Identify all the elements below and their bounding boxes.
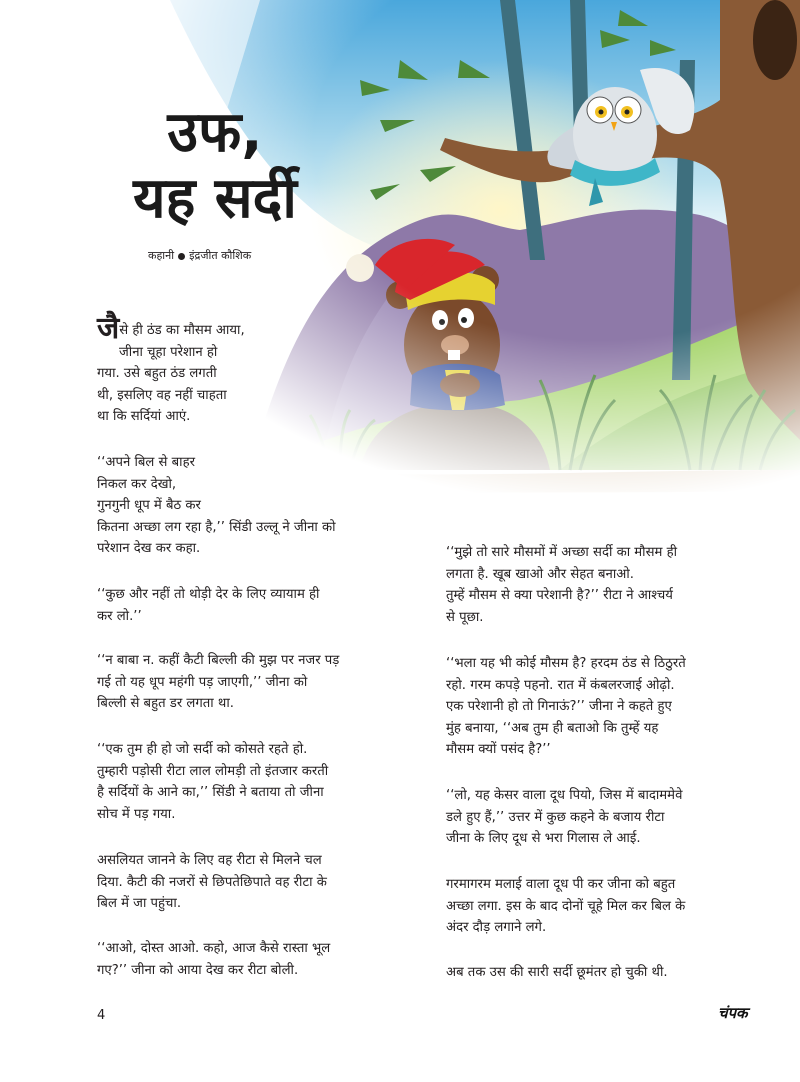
paragraph [97,584,319,627]
paragraph-line: दिया. कैटी की नजरों से छिपतेछिपाते वह रीटा के [97,874,327,890]
paragraph-line: ‘‘लो, यह केसर वाला दूध पियो, जिस में बादाममेवे [446,788,683,803]
paragraph-line: ‘‘एक तुम ही हो जो सर्दी को कोसते रहते हो. [97,742,308,757]
paragraph-line: कितना अच्छा लग रहा है,’’ सिंडी उल्लू ने जीना को [97,519,336,535]
paragraph-line: कर लो.’’ [97,608,142,624]
bullet-icon [178,253,185,260]
byline [148,248,251,263]
paragraph-line: अच्छा लगा. इस के बाद दोनों चूहे मिल कर बिल के [446,898,686,914]
paragraph [446,542,677,628]
paragraph-line: जीना चूहा परेशान हो [119,344,218,360]
paragraph-line: ‘‘भला यह भी कोई मौसम है? हरदम ठंड से ठिठुरते [446,656,686,671]
paragraph-line: अंदर दौड़ लगाने लगे. [446,920,547,936]
paragraph-line: एक परेशानी हो तो गिनाऊं?’’ जीना ने कहते हुए [446,699,672,715]
paragraph-line: निकल कर देखो, [97,476,177,492]
title-line-2: यह सर्दी [133,166,297,231]
paragraph-line: थी, इसलिए वह नहीं चाहता [97,387,227,403]
paragraph [97,938,330,981]
paragraph [446,962,668,984]
paragraph [97,850,327,915]
paragraph-line: बिल्ली से बहुत डर लगता था. [97,696,234,712]
paragraph-line: ‘‘कुछ और नहीं तो थोड़ी देर के लिए व्यायाम ही [97,587,320,602]
paragraph [446,653,686,761]
story-title [100,100,330,232]
paragraph-line: था कि सर्दियां आएं. [97,409,191,425]
drop-cap: जै [97,311,120,346]
paragraph [97,452,336,560]
paragraph [446,874,685,939]
paragraph-line: तुम्हें मौसम से क्या परेशानी है?’’ रीटा ने आश्चर्य [446,588,673,604]
paragraph-line: सोच में पड़ गया. [97,806,176,822]
paragraph [446,785,682,850]
paragraph-line: परेशान देख कर कहा. [97,541,201,557]
paragraph-line: ‘‘अपने बिल से बाहर [97,455,195,470]
paragraph-line: गई तो यह धूप महंगी पड़ जाएगी,’’ जीना को [97,674,308,690]
paragraph [97,311,245,428]
byline-author: इंद्रजीत कौशिक [189,249,252,262]
paragraph-line: ‘‘आओ, दोस्त आओ. कहो, आज कैसे रास्ता भूल [97,941,331,956]
paragraph-line: मुंह बनाया, ‘‘अब तुम ही बताओ कि तुम्हें यह [446,720,659,736]
paragraph-line: गया. उसे बहुत ठंड लगती [97,366,217,382]
paragraph-line: ‘‘मुझे तो सारे मौसमों में अच्छा सर्दी का मौसम ही [446,545,678,560]
paragraph-line: अब तक उस की सारी सर्दी छूमंतर हो चुकी थी. [446,965,668,980]
paragraph [97,739,328,825]
paragraph [97,650,339,715]
paragraph-line: डले हुए हैं,’’ उत्तर में कुछ कहने के बजाय रीटा [446,809,665,825]
page-number: 4 [97,1008,106,1023]
magazine-logo: चंपक [718,1004,748,1022]
paragraph-line: है सर्दियों के आने का,’’ सिंडी ने बताया तो जीना [97,785,324,801]
paragraph-line: गरमागरम मलाई वाला दूध पी कर जीना को बहुत [446,877,676,892]
paragraph-line: जीना के लिए दूध से भरा गिलास ले आई. [446,831,641,847]
title-line-1: उफ, [167,100,263,165]
paragraph-line: से पूछा. [446,609,484,625]
paragraph-line: जैसे ही ठंड का मौसम आया, [97,311,245,346]
paragraph-line: लगता है. खूब खाओ और सेहत बनाओ. [446,566,634,582]
paragraph-line: तुम्हारी पड़ोसी रीटा लाल लोमड़ी तो इंतजार करती [97,763,329,779]
paragraph-line: बिल में जा पहुंचा. [97,896,182,912]
paragraph-line: असलियत जानने के लिए वह रीटा से मिलने चल [97,853,322,868]
paragraph-line: रहो. गरम कपड़े पहनो. रात में कंबलरजाई ओढ़ो. [446,677,675,693]
paragraph-line: गुनगुनी धूप में बैठ कर [97,498,201,514]
paragraph-line: मौसम क्यों पसंद है?’’ [446,742,551,758]
byline-genre: कहानी [148,249,175,262]
paragraph-line: ‘‘न बाबा न. कहीं कैटी बिल्ली की मुझ पर नजर पड़ [97,653,340,668]
paragraph-line: गए?’’ जीना को आया देख कर रीटा बोली. [97,962,299,978]
